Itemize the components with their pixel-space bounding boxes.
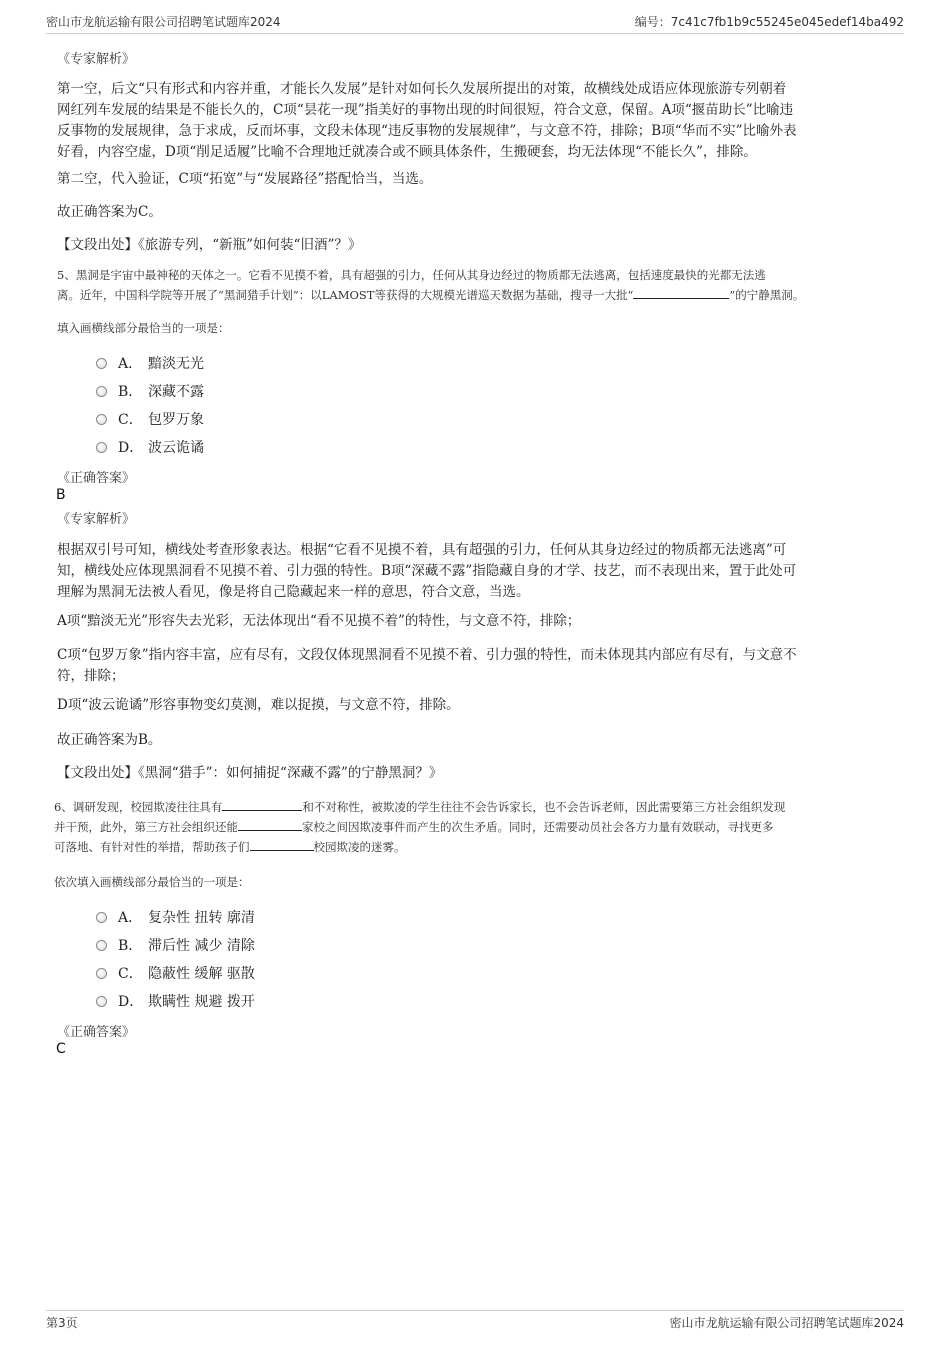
text-line: 符，排除； [57, 668, 125, 684]
q5-prompt: 填入画横线部分最恰当的一项是： [57, 321, 230, 335]
q5-answer-label: 《正确答案》 [57, 471, 136, 486]
text-line [57, 285, 804, 305]
q5-analysis-para2: A项“黯淡无光”形容失去光彩，无法体现出“看不见摸不着”的特性，与文意不符，排除； [57, 613, 581, 629]
header-divider [46, 33, 904, 34]
text-line: C项“包罗万象”指内容丰富，应有尽有，文段仅体现黑洞看不见摸不着、引力强的特性，而未体现其内部应有尽有，与文意不 [57, 647, 797, 663]
q5-analysis-para1 [57, 540, 796, 603]
text-line: 好看，内容空虚，D项“削足适履”比喻不合理地迁就凑合或不顾具体条件，生搬硬套，均无法体现“不能长久”，排除。 [57, 144, 757, 160]
text-line: 5、黑洞是宇宙中最神秘的天体之一。它看不见摸不着，具有超强的引力，任何从其身边经过的物质都无法逃离，包括速度最快的光都无法逃 [57, 268, 766, 282]
stem-part: 和不对称性，被欺凌的学生往往不会告诉家长，也不会告诉老师，因此需要第三方社会组织发现 [302, 800, 786, 814]
q5-analysis-conclusion: 故正确答案为B。 [57, 732, 162, 748]
text-line [54, 797, 785, 817]
option-key: A． [118, 910, 143, 926]
stem-part: 校园欺凌的迷雾。 [313, 840, 406, 854]
fill-blank [633, 297, 729, 299]
fill-blank [250, 849, 314, 851]
radio-icon[interactable] [96, 414, 107, 425]
q6-answer-label: 《正确答案》 [57, 1025, 136, 1040]
header-serial [635, 13, 904, 30]
stem-part: 6、调研发现，校园欺凌往往具有 [54, 800, 223, 814]
text-line: 网红列车发展的结果是不能长久的，C项“昙花一现”指美好的事物出现的时间很短，符合文意，保留。A项“揠苗助长”比喻违 [57, 102, 794, 118]
option-key: C． [118, 966, 143, 982]
q4-analysis-para1 [57, 79, 797, 163]
radio-icon[interactable] [96, 968, 107, 979]
radio-icon[interactable] [96, 996, 107, 1007]
option-text: 黯淡无光 [148, 356, 204, 372]
q5-source: 【文段出处】《黑洞“猎手”：如何捕捉“深藏不露”的宁静黑洞？》 [57, 765, 443, 781]
fill-blank [238, 829, 302, 831]
text-line: 理解为黑洞无法被人看见，像是将自己隐藏起来一样的意思，符合文意，当选。 [57, 584, 530, 600]
radio-icon[interactable] [96, 442, 107, 453]
stem-part: 可落地、有针对性的举措，帮助孩子们 [54, 840, 250, 854]
footer-title: 密山市龙航运输有限公司招聘笔试题库2024 [669, 1316, 904, 1330]
option-text: 隐蔽性 缓解 驱散 [148, 966, 255, 982]
q4-analysis-para2: 第二空，代入验证，C项“拓宽”与“发展路径”搭配恰当，当选。 [57, 171, 433, 187]
header-serial-label: 编号： [634, 15, 671, 29]
footer-page-number: 第3页 [46, 1316, 78, 1330]
option-key: D． [118, 440, 144, 456]
stem-part: ”的宁静黑洞。 [729, 288, 805, 302]
q6-stem [54, 797, 785, 857]
q4-source: 【文段出处】《旅游专列，“新瓶”如何装“旧酒”？》 [57, 237, 362, 253]
text-line: 反事物的发展规律，急于求成，反而坏事，文段未体现“违反事物的发展规律”，与文意不符，排除；B项“华而不实”比喻外表 [57, 123, 797, 139]
text-line: 第一空，后文“只有形式和内容并重，才能长久发展”是针对如何长久发展所提出的对策，故横线处成语应体现旅游专列朝着 [57, 81, 787, 97]
q6-answer: C [56, 1041, 66, 1057]
option-text: 复杂性 扭转 廓清 [148, 910, 255, 926]
q5-analysis-para4: D项“波云诡谲”形容事物变幻莫测，难以捉摸，与文意不符，排除。 [57, 697, 460, 713]
header-title: 密山市龙航运输有限公司招聘笔试题库2024 [46, 15, 281, 29]
q5-expert-label: 《专家解析》 [57, 512, 136, 527]
text-line [54, 837, 785, 857]
header-serial-value: 7c41c7fb1b9c55245e045edef14ba492 [670, 15, 904, 29]
fill-blank [222, 809, 302, 811]
option-key: C． [118, 412, 143, 428]
option-text: 滞后性 减少 清除 [148, 938, 255, 954]
radio-icon[interactable] [96, 912, 107, 923]
stem-part: 并干预，此外，第三方社会组织还能 [54, 820, 238, 834]
footer-divider [46, 1310, 904, 1311]
q5-stem [57, 265, 804, 305]
radio-icon[interactable] [96, 940, 107, 951]
stem-part: 家校之间因欺凌事件而产生的次生矛盾。同时，还需要动员社会各方力量有效联动，寻找更多 [302, 820, 774, 834]
option-text: 深藏不露 [148, 384, 204, 400]
text-line: 根据双引号可知，横线处考查形象表达。根据“它看不见摸不着，具有超强的引力，任何从其身边经过的物质都无法逃离”可 [57, 542, 787, 558]
option-key: D． [118, 994, 144, 1010]
option-text: 欺瞒性 规避 拨开 [148, 994, 255, 1010]
option-key: B． [118, 384, 143, 400]
option-text: 包罗万象 [148, 412, 204, 428]
q5-answer: B [56, 487, 66, 503]
radio-icon[interactable] [96, 386, 107, 397]
q5-analysis-para3 [57, 645, 797, 687]
option-key: A． [118, 356, 143, 372]
q4-expert-label: 《专家解析》 [57, 52, 136, 67]
text-line: 知，横线处应体现黑洞看不见摸不着、引力强的特性。B项“深藏不露”指隐藏自身的才学、技艺，而不表现出来，置于此处可 [57, 563, 797, 579]
option-text: 波云诡谲 [148, 440, 204, 456]
q6-prompt: 依次填入画横线部分最恰当的一项是： [54, 875, 250, 889]
page-header [46, 13, 904, 33]
option-key: B． [118, 938, 143, 954]
stem-part: 离。近年，中国科学院等开展了“黑洞猎手计划”：以LAMOST等获得的大规模光谱巡天数据为基础，搜寻一大批“ [57, 288, 634, 302]
page-footer [46, 1314, 904, 1334]
text-line [54, 817, 785, 837]
q4-analysis-conclusion: 故正确答案为C。 [57, 204, 162, 220]
radio-icon[interactable] [96, 358, 107, 369]
